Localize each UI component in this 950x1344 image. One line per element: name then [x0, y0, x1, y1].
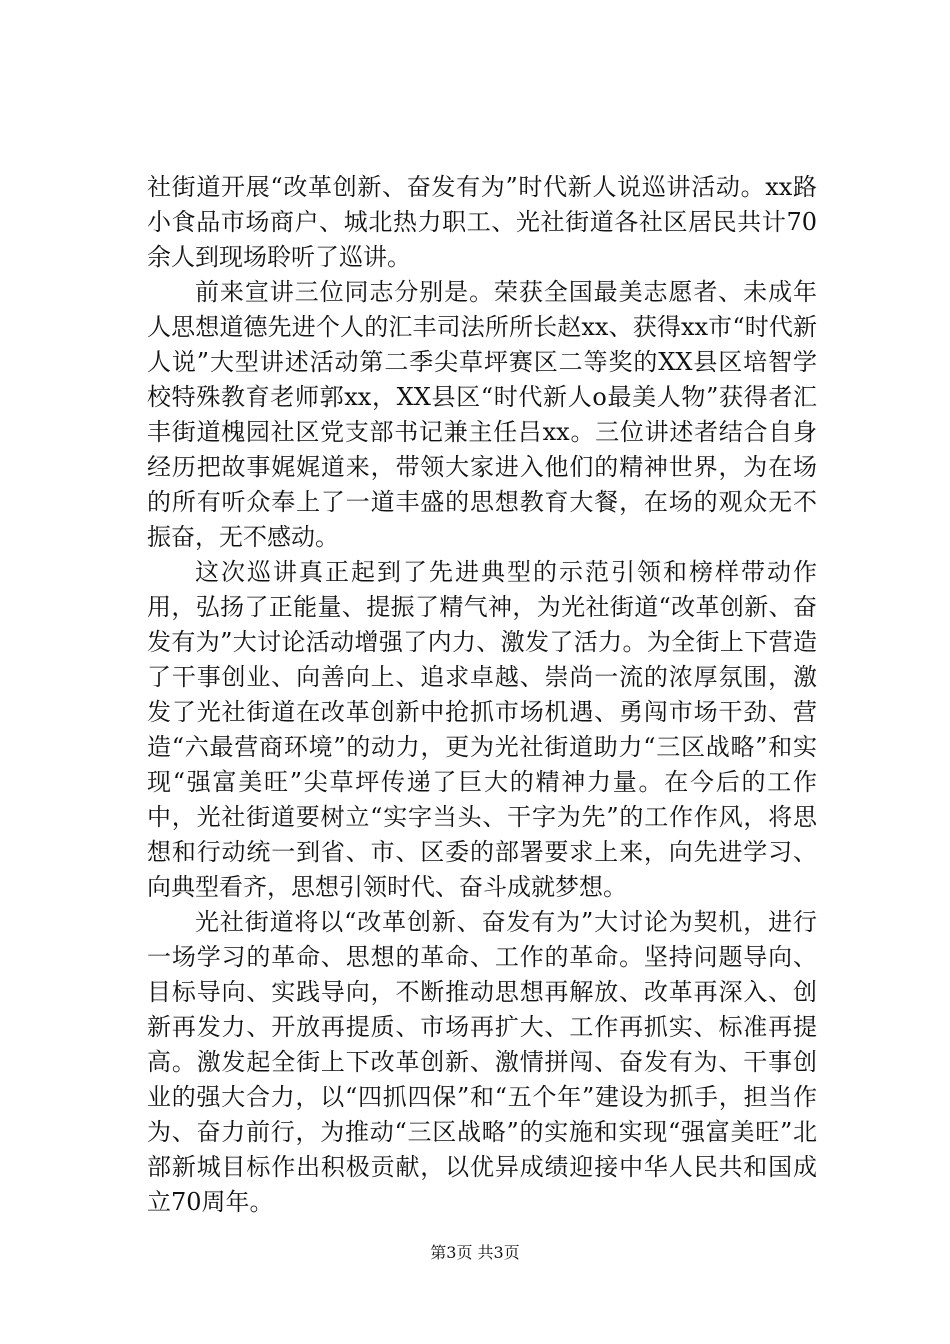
document-body: [147, 170, 817, 1220]
paragraph-4: 光社街道将以“改革创新、奋发有为”大讨论为契机，进行一场学习的革命、思想的革命、工作的革命。坚持问题导向、目标导向、实践导向，不断推动思想再解放、改革再深入、创新再发力、开放再提质、市场再扩大、工作再抓实、标准再提高。激发起全街上下改革创新、激情拼闯、奋发有为、干事创业的强大合力，以“四抓四保”和“五个年”建设为抓手，担当作为、奋力前行，为推动“三区战略”的实施和实现“强富美旺”北部新城目标作出积极贡献，以优异成绩迎接中华人民共和国成立70周年。: [147, 908, 817, 1216]
paragraph-3: 这次巡讲真正起到了先进典型的示范引领和榜样带动作用，弘扬了正能量、提振了精气神，为光社街道“改革创新、奋发有为”大讨论活动增强了内力、激发了活力。为全街上下营造了干事创业、向善向上、追求卓越、崇尚一流的浓厚氛围，激发了光社街道在改革创新中抢抓市场机遇、勇闯市场干劲、营造“六最营商环境”的动力，更为光社街道助力“三区战略”和实现“强富美旺”尖草坪传递了巨大的精神力量。在今后的工作中，光社街道要树立“实字当头、干字为先”的工作作风，将思想和行动统一到省、市、区委的部署要求上来，向先进学习、向典型看齐，思想引领时代、奋斗成就梦想。: [147, 558, 817, 901]
page-footer: 第3页 共3页: [430, 1243, 520, 1262]
paragraph-1: 社街道开展“改革创新、奋发有为”时代新人说巡讲活动。xx路小食品市场商户、城北热力职工、光社街道各社区居民共计70余人到现场聆听了巡讲。: [147, 173, 817, 271]
paragraph-2: 前来宣讲三位同志分别是。荣获全国最美志愿者、未成年人思想道德先进个人的汇丰司法所所长赵xx、获得xx市“时代新人说”大型讲述活动第二季尖草坪赛区二等奖的XX县区培智学校特殊教育老师郭xx，XX县区“时代新人o最美人物”获得者汇丰街道槐园社区党支部书记兼主任吕xx。三位讲述者结合自身经历把故事娓娓道来，带领大家进入他们的精神世界，为在场的所有听众奉上了一道丰盛的思想教育大餐，在场的观众无不振奋，无不感动。: [147, 278, 817, 551]
